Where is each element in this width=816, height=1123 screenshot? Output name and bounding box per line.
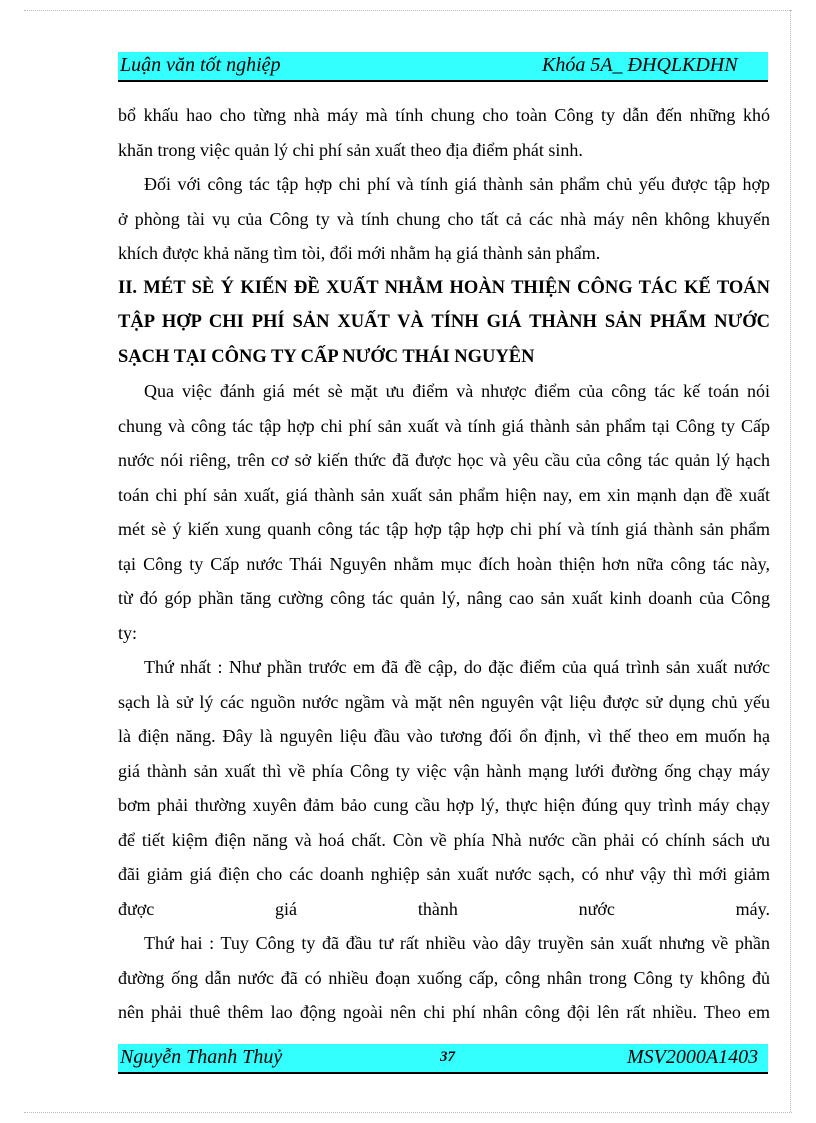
text-line: nước nói riêng, trên cơ sở kiến thức đã được học và yêu cầu của công tác quản lý hạch <box>118 450 770 470</box>
section-heading: II. MÉT SÈ Ý KIẾN ĐỀ XUẤT NHẰM HOÀN THIỆN CÔNG TÁC KẾ TOÁN <box>118 277 770 298</box>
section-heading: TẬP HỢP CHI PHÍ SẢN XUẤT VÀ TÍNH GIÁ THÀNH SẢN PHẨM NƯỚC <box>118 312 770 332</box>
header-title: Luận văn tốt nghiệp <box>120 54 281 76</box>
section-heading: SẠCH TẠI CÔNG TY CẤP NƯỚC THÁI NGUYÊN <box>118 346 535 367</box>
text-line: mét sè ý kiến xung quanh công tác tập hợp tập hợp chi phí và tính giá thành sản phẩm <box>118 519 770 539</box>
text-line: từ đó góp phần tăng cường công tác quản lý, nâng cao sản xuất kinh doanh của Công <box>118 588 770 608</box>
text-line: Thứ hai : Tuy Công ty đã đầu tư rất nhiều vào dây truyền sản xuất nhưng về phần <box>144 933 770 953</box>
text-line: Qua việc đánh giá mét sè mặt ưu điểm và nhược điểm của công tác kế toán nói <box>144 381 770 401</box>
text-line: bổ khấu hao cho từng nhà máy mà tính chung cho toàn Công ty dẫn đến những khó <box>118 105 770 125</box>
footer-author: Nguyễn Thanh Thuỷ <box>120 1046 283 1068</box>
text-line: là điện năng. Đây là nguyên liệu đầu vào tương đối ổn định, vì thế theo em muốn hạ <box>118 726 770 746</box>
page-border-top <box>24 10 792 11</box>
footer-student-id: MSV2000A1403 <box>627 1046 759 1068</box>
text-line: khích được khả năng tìm tòi, đổi mới nhằm hạ giá thành sản phẩm. <box>118 243 601 263</box>
text-line: bơm phải thường xuyên đảm bảo cung cầu hợp lý, thực hiện đúng quy trình máy chạy <box>118 795 770 815</box>
text-line: đãi giảm giá điện cho các doanh nghiệp sản xuất nước sạch, có như vậy thì mới giảm <box>118 864 770 884</box>
text-line: giá thành sản xuất thì về phía Công ty việc vận hành mạng lưới đường ống chạy máy <box>118 760 770 781</box>
text-line: tại Công ty Cấp nước Thái Nguyên nhằm mục đích hoàn thiện hơn nữa công tác này, <box>118 553 770 574</box>
text-line: được giá thành nước máy. <box>118 898 770 919</box>
text-line: Đối với công tác tập hợp chi phí và tính giá thành sản phẩm chủ yếu được tập hợp <box>144 174 770 194</box>
document-body <box>118 98 770 1030</box>
text-line: đường ống dẫn nước đã có nhiều đoạn xuống cấp, công nhân trong Công ty không đủ <box>118 967 770 988</box>
text-line: nên phải thuê thêm lao động ngoài nên chi phí nhân công đội lên rất nhiều. Theo em <box>118 1002 770 1022</box>
page-footer <box>118 1044 768 1074</box>
text-line: Thứ nhất : Như phần trước em đã đề cập, do đặc điểm của quá trình sản xuất nước <box>144 657 770 677</box>
text-line: để tiết kiệm điện năng và hoá chất. Còn về phía Nhà nước cần phải có chính sách ưu <box>118 829 770 850</box>
text-line: ty: <box>118 622 138 643</box>
page-number: 37 <box>440 1049 455 1065</box>
page-border-bottom <box>24 1112 792 1113</box>
page-border-right <box>790 10 791 1112</box>
text-line: ở phòng tài vụ của Công ty và tính chung cho tất cả các nhà máy nên không khuyến <box>118 208 770 229</box>
text-line: sạch là sử lý các nguồn nước ngầm và mặt nên nguyên vật liệu được sử dụng chủ yếu <box>118 691 770 712</box>
text-line: chung và công tác tập hợp chi phí sản xuất và tính giá thành sản phẩm tại Công ty Cấp <box>118 415 770 436</box>
text-line: khăn trong việc quản lý chi phí sản xuất theo địa điểm phát sinh. <box>118 139 583 160</box>
header-course: Khóa 5A_ ĐHQLKDHN <box>542 54 738 76</box>
text-line: toán chi phí sản xuất, giá thành sản xuất sản phẩm hiện nay, em xin mạnh dạn đề xuất <box>118 484 770 505</box>
page-header <box>118 52 768 82</box>
